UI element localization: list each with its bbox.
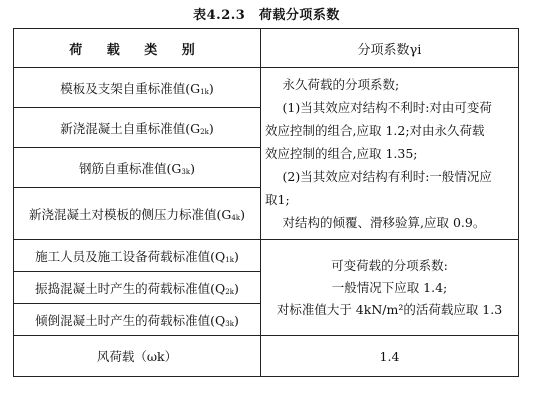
row-label-lateral-pressure: 新浇混凝土对模板的侧压力标准值(G4k) [14, 188, 261, 240]
row-label-formwork-self-weight: 模板及支架自重标准值(G1k) [14, 68, 261, 108]
permanent-line: (2)当其效应对结构有利时:一般情况应 [282, 169, 492, 184]
permanent-line: (1)当其效应对结构不利时:对由可变荷 [282, 100, 492, 115]
variable-load-factor-text [261, 240, 519, 336]
permanent-line: 效应控制的组合,应取 1.2;对由永久荷载 [265, 123, 485, 138]
variable-line: 一般情况下应取 1.4; [331, 279, 448, 295]
permanent-line: 效应控制的组合,应取 1.35; [265, 146, 418, 161]
table-caption: 表4.2.3 荷载分项系数 [193, 8, 340, 23]
wind-load-factor-value: 1.4 [261, 336, 519, 377]
header-load-category: 荷 载 类 别 [14, 29, 261, 68]
row-label-rebar-weight: 钢筋自重标准值(G3k) [14, 148, 261, 188]
load-factor-table [13, 28, 519, 377]
row-label-vibration-load: 振捣混凝土时产生的荷载标准值(Q2k) [14, 272, 261, 304]
row-label-construction-load: 施工人员及施工设备荷载标准值(Q1k) [14, 240, 261, 272]
row-label-wind-load: 风荷载（ωk） [14, 336, 261, 377]
permanent-line: 对结构的倾覆、滑移验算,应取 0.9。 [282, 215, 486, 230]
permanent-load-factor-text [261, 68, 519, 240]
permanent-line: 永久荷载的分项系数; [282, 77, 400, 92]
row-label-pouring-load: 倾倒混凝土时产生的荷载标准值(Q3k) [14, 304, 261, 336]
variable-line: 对标准值大于 4kN/m²的活荷载应取 1.3 [276, 301, 503, 317]
variable-line: 可变荷载的分项系数: [331, 257, 448, 273]
row-label-fresh-concrete-weight: 新浇混凝土自重标准值(G2k) [14, 108, 261, 148]
permanent-line: 取1; [265, 192, 290, 207]
header-partial-factor: 分项系数γi [261, 29, 519, 68]
